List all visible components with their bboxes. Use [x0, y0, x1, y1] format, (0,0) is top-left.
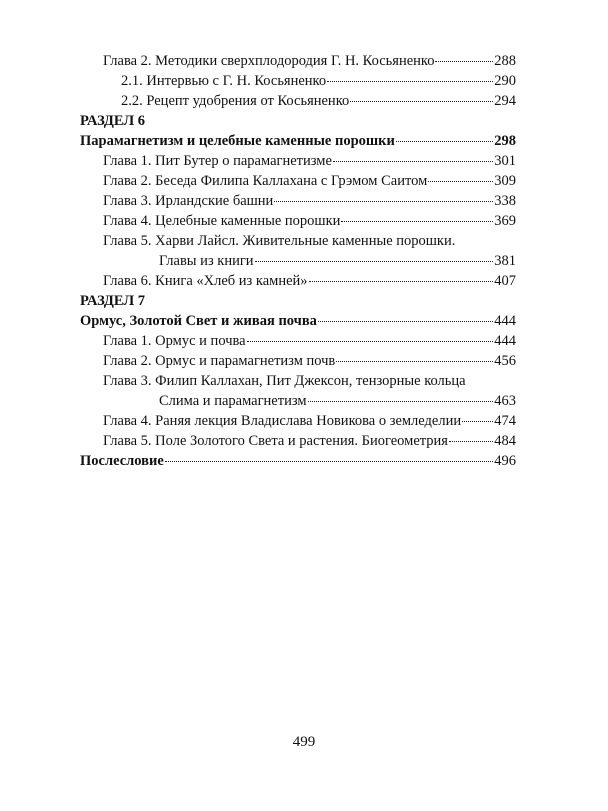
- toc-entry: [0, 351, 608, 371]
- dot-leader: [341, 221, 493, 222]
- dot-leader: [327, 81, 493, 82]
- section-heading: [0, 111, 608, 131]
- toc-entry: [0, 251, 608, 271]
- toc-entry-page: 444: [494, 333, 516, 349]
- toc-entry-page: 444: [494, 313, 516, 329]
- dot-leader: [350, 101, 493, 102]
- toc-entry-title: Глава 1. Ормус и почва: [103, 333, 246, 349]
- section-heading: [0, 291, 608, 311]
- page-number: 499: [292, 734, 316, 750]
- toc-entry: [0, 431, 608, 451]
- toc-entry: [0, 51, 608, 71]
- toc-entry: [0, 331, 608, 351]
- toc-entry-title: Глава 3. Ирландские башни: [103, 193, 274, 209]
- toc-section-entry: [0, 131, 608, 151]
- toc-entry-page: 369: [494, 213, 516, 229]
- dot-leader: [336, 361, 493, 362]
- dot-leader: [247, 341, 494, 342]
- toc-entry-title: Глава 4. Целебные каменные порошки: [103, 213, 341, 229]
- dot-leader: [449, 441, 493, 442]
- dot-leader: [309, 281, 494, 282]
- dot-leader: [255, 261, 494, 262]
- toc-entry: [0, 391, 608, 411]
- toc-entry-title: Главы из книги: [159, 253, 254, 269]
- toc-entry: [0, 171, 608, 191]
- toc-entry-title: Глава 5. Харви Лайсл. Живительные каменные порошки.: [103, 233, 456, 249]
- toc-entry-page: 496: [494, 453, 516, 469]
- dot-leader: [462, 421, 493, 422]
- toc-entry-title: Слима и парамагнетизм: [159, 393, 307, 409]
- toc-entry-page: 309: [494, 173, 516, 189]
- toc-entry: [0, 271, 608, 291]
- toc-entry-title: Глава 2. Беседа Филипа Каллахана с Грэмом Саитом: [103, 173, 428, 189]
- toc-section-entry: [0, 451, 608, 471]
- toc-entry: [0, 191, 608, 211]
- toc-entry-first-line: [0, 231, 608, 251]
- dot-leader: [428, 181, 493, 182]
- toc-entry-title: 2.2. Рецепт удобрения от Косьяненко: [121, 93, 350, 109]
- toc-entry-page: 484: [494, 433, 516, 449]
- toc-entry-page: 294: [494, 93, 516, 109]
- section-heading-title: РАЗДЕЛ 6: [80, 113, 146, 129]
- toc-entry-page: 407: [494, 273, 516, 289]
- toc-entry-page: 301: [494, 153, 516, 169]
- toc-entry-page: 381: [494, 253, 516, 269]
- dot-leader: [396, 141, 493, 142]
- toc-entry-title: Глава 1. Пит Бутер о парамагнетизме: [103, 153, 332, 169]
- toc-entry-title: Парамагнетизм и целебные каменные порошки: [80, 133, 395, 149]
- section-heading-title: РАЗДЕЛ 7: [80, 293, 146, 309]
- toc-entry-page: 288: [494, 53, 516, 69]
- toc-section-entry: [0, 311, 608, 331]
- toc-entry-page: 474: [494, 413, 516, 429]
- toc-entry-title: Глава 4. Раняя лекция Владислава Новикова о земледелии: [103, 413, 462, 429]
- dot-leader: [165, 461, 493, 462]
- dot-leader: [274, 201, 493, 202]
- toc-entry-title: Глава 6. Книга «Хлеб из камней»: [103, 273, 308, 289]
- toc-entry-title: Ормус, Золотой Свет и живая почва: [80, 313, 317, 329]
- toc-entry: [0, 91, 608, 111]
- dot-leader: [318, 321, 493, 322]
- toc-entry: [0, 211, 608, 231]
- toc-entry-title: Глава 2. Ормус и парамагнетизм почв: [103, 353, 336, 369]
- toc-entry-title: Глава 3. Филип Каллахан, Пит Джексон, тензорные кольца: [103, 373, 466, 389]
- toc-entry-title: Послесловие: [80, 453, 164, 469]
- toc-entry-title: 2.1. Интервью с Г. Н. Косьяненко: [121, 73, 327, 89]
- toc-entry: [0, 151, 608, 171]
- toc-entry-title: Глава 5. Поле Золотого Света и растения. Биогеометрия: [103, 433, 448, 449]
- toc-entry-page: 456: [494, 353, 516, 369]
- toc-entry-title: Глава 2. Методики сверхплодородия Г. Н. Косьяненко: [103, 53, 435, 69]
- toc-entry-page: 298: [494, 133, 516, 149]
- toc-entry-page: 338: [494, 193, 516, 209]
- toc-entry-page: 463: [494, 393, 516, 409]
- dot-leader: [333, 161, 493, 162]
- toc-entry-page: 290: [494, 73, 516, 89]
- dot-leader: [308, 401, 494, 402]
- toc-entry: [0, 411, 608, 431]
- toc-entry: [0, 71, 608, 91]
- dot-leader: [435, 61, 493, 62]
- toc-entry-first-line: [0, 371, 608, 391]
